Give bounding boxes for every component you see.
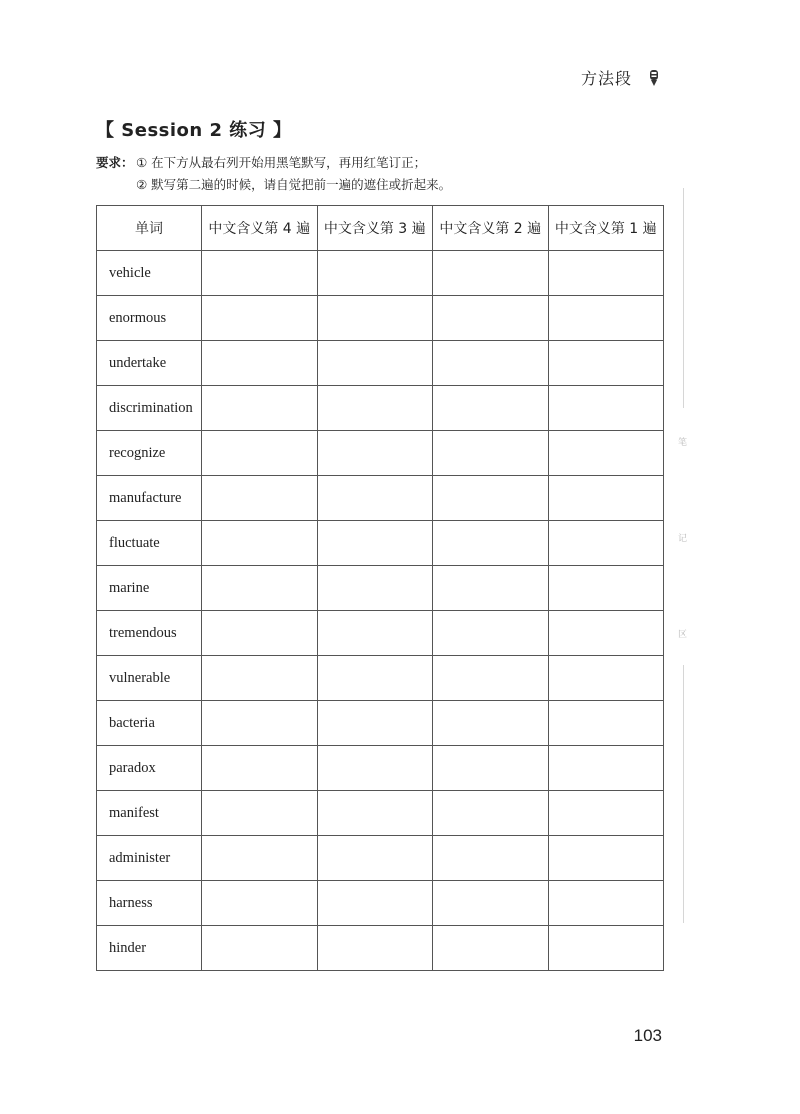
meaning-cell-pass-4[interactable] xyxy=(202,656,318,701)
margin-char-2: 记 xyxy=(678,534,688,544)
table-row xyxy=(97,341,664,386)
meaning-cell-pass-2[interactable] xyxy=(433,476,549,521)
vocab-word: vulnerable xyxy=(97,656,202,701)
meaning-cell-pass-1[interactable] xyxy=(548,836,664,881)
meaning-cell-pass-2[interactable] xyxy=(433,296,549,341)
meaning-cell-pass-1[interactable] xyxy=(548,521,664,566)
meaning-cell-pass-2[interactable] xyxy=(433,341,549,386)
vocab-word: tremendous xyxy=(97,611,202,656)
vocab-word: enormous xyxy=(97,296,202,341)
meaning-cell-pass-2[interactable] xyxy=(433,836,549,881)
meaning-cell-pass-1[interactable] xyxy=(548,926,664,971)
meaning-cell-pass-1[interactable] xyxy=(548,251,664,296)
vocab-word: discrimination xyxy=(97,386,202,431)
vocab-table xyxy=(96,205,664,971)
margin-char-3: 区 xyxy=(678,630,688,640)
requirement-text-2: ② 默写第二遍的时候，请自觉把前一遍的遮住或折起来。 xyxy=(136,177,452,192)
meaning-cell-pass-2[interactable] xyxy=(433,701,549,746)
section-title: 【 Session 2 练习 】 xyxy=(96,120,292,141)
chapter-header xyxy=(581,66,660,89)
meaning-cell-pass-1[interactable] xyxy=(548,566,664,611)
meaning-cell-pass-4[interactable] xyxy=(202,881,318,926)
meaning-cell-pass-3[interactable] xyxy=(317,746,433,791)
meaning-cell-pass-3[interactable] xyxy=(317,566,433,611)
meaning-cell-pass-2[interactable] xyxy=(433,926,549,971)
meaning-cell-pass-4[interactable] xyxy=(202,701,318,746)
vocab-word: vehicle xyxy=(97,251,202,296)
header-word: 单词 xyxy=(97,206,202,251)
meaning-cell-pass-2[interactable] xyxy=(433,251,549,296)
meaning-cell-pass-3[interactable] xyxy=(317,251,433,296)
meaning-cell-pass-2[interactable] xyxy=(433,431,549,476)
margin-line-top xyxy=(683,188,684,408)
table-row xyxy=(97,611,664,656)
table-header-row xyxy=(97,206,664,251)
meaning-cell-pass-3[interactable] xyxy=(317,341,433,386)
vocab-word: bacteria xyxy=(97,701,202,746)
meaning-cell-pass-3[interactable] xyxy=(317,701,433,746)
table-row xyxy=(97,296,664,341)
meaning-cell-pass-1[interactable] xyxy=(548,341,664,386)
meaning-cell-pass-4[interactable] xyxy=(202,836,318,881)
table-row xyxy=(97,476,664,521)
header-pass-1: 中文含义第 1 遍 xyxy=(548,206,664,251)
meaning-cell-pass-4[interactable] xyxy=(202,791,318,836)
meaning-cell-pass-4[interactable] xyxy=(202,611,318,656)
meaning-cell-pass-2[interactable] xyxy=(433,566,549,611)
vocab-word: harness xyxy=(97,881,202,926)
meaning-cell-pass-1[interactable] xyxy=(548,476,664,521)
table-row xyxy=(97,431,664,476)
meaning-cell-pass-4[interactable] xyxy=(202,431,318,476)
vocab-word: paradox xyxy=(97,746,202,791)
vocab-word: administer xyxy=(97,836,202,881)
meaning-cell-pass-3[interactable] xyxy=(317,521,433,566)
table-row xyxy=(97,656,664,701)
vocab-word: hinder xyxy=(97,926,202,971)
table-body xyxy=(97,251,664,971)
meaning-cell-pass-4[interactable] xyxy=(202,251,318,296)
meaning-cell-pass-4[interactable] xyxy=(202,341,318,386)
margin-line-bottom xyxy=(683,665,684,923)
vocab-word: fluctuate xyxy=(97,521,202,566)
vocab-word: recognize xyxy=(97,431,202,476)
pen-icon xyxy=(648,69,660,87)
meaning-cell-pass-3[interactable] xyxy=(317,656,433,701)
meaning-cell-pass-4[interactable] xyxy=(202,476,318,521)
meaning-cell-pass-1[interactable] xyxy=(548,746,664,791)
vocab-word: manifest xyxy=(97,791,202,836)
chapter-title: 方法段 xyxy=(580,69,632,88)
meaning-cell-pass-2[interactable] xyxy=(433,791,549,836)
table-row xyxy=(97,386,664,431)
meaning-cell-pass-2[interactable] xyxy=(433,521,549,566)
table-row xyxy=(97,926,664,971)
meaning-cell-pass-2[interactable] xyxy=(433,746,549,791)
table-row xyxy=(97,746,664,791)
meaning-cell-pass-3[interactable] xyxy=(317,881,433,926)
table-row xyxy=(97,791,664,836)
header-pass-3: 中文含义第 3 遍 xyxy=(317,206,433,251)
requirement-text-1: ① 在下方从最右列开始用黑笔默写，再用红笔订正； xyxy=(136,155,427,170)
meaning-cell-pass-4[interactable] xyxy=(202,386,318,431)
meaning-cell-pass-2[interactable] xyxy=(433,656,549,701)
meaning-cell-pass-4[interactable] xyxy=(202,926,318,971)
meaning-cell-pass-4[interactable] xyxy=(202,296,318,341)
meaning-cell-pass-3[interactable] xyxy=(317,386,433,431)
meaning-cell-pass-3[interactable] xyxy=(317,431,433,476)
requirement-row-1 xyxy=(96,152,451,174)
vocab-word: manufacture xyxy=(97,476,202,521)
meaning-cell-pass-4[interactable] xyxy=(202,566,318,611)
meaning-cell-pass-1[interactable] xyxy=(548,386,664,431)
meaning-cell-pass-4[interactable] xyxy=(202,746,318,791)
meaning-cell-pass-2[interactable] xyxy=(433,881,549,926)
table-row xyxy=(97,521,664,566)
header-pass-2: 中文含义第 2 遍 xyxy=(433,206,549,251)
meaning-cell-pass-3[interactable] xyxy=(317,296,433,341)
vocab-word: marine xyxy=(97,566,202,611)
table-row xyxy=(97,836,664,881)
meaning-cell-pass-2[interactable] xyxy=(433,611,549,656)
table-row xyxy=(97,701,664,746)
page-number: 103 xyxy=(633,1026,662,1045)
meaning-cell-pass-2[interactable] xyxy=(433,386,549,431)
meaning-cell-pass-1[interactable] xyxy=(548,431,664,476)
meaning-cell-pass-3[interactable] xyxy=(317,791,433,836)
meaning-cell-pass-1[interactable] xyxy=(548,791,664,836)
vocab-word: undertake xyxy=(97,341,202,386)
meaning-cell-pass-1[interactable] xyxy=(548,656,664,701)
meaning-cell-pass-3[interactable] xyxy=(317,836,433,881)
requirements xyxy=(96,152,451,196)
margin-char-1: 笔 xyxy=(678,438,688,448)
meaning-cell-pass-1[interactable] xyxy=(548,881,664,926)
meaning-cell-pass-1[interactable] xyxy=(548,296,664,341)
meaning-cell-pass-3[interactable] xyxy=(317,611,433,656)
meaning-cell-pass-1[interactable] xyxy=(548,701,664,746)
meaning-cell-pass-3[interactable] xyxy=(317,926,433,971)
table-row xyxy=(97,881,664,926)
meaning-cell-pass-3[interactable] xyxy=(317,476,433,521)
meaning-cell-pass-4[interactable] xyxy=(202,521,318,566)
header-pass-4: 中文含义第 4 遍 xyxy=(202,206,318,251)
requirement-label: 要求： xyxy=(96,155,134,170)
table-row xyxy=(97,566,664,611)
table-row xyxy=(97,251,664,296)
requirement-row-2 xyxy=(96,174,451,196)
meaning-cell-pass-1[interactable] xyxy=(548,611,664,656)
